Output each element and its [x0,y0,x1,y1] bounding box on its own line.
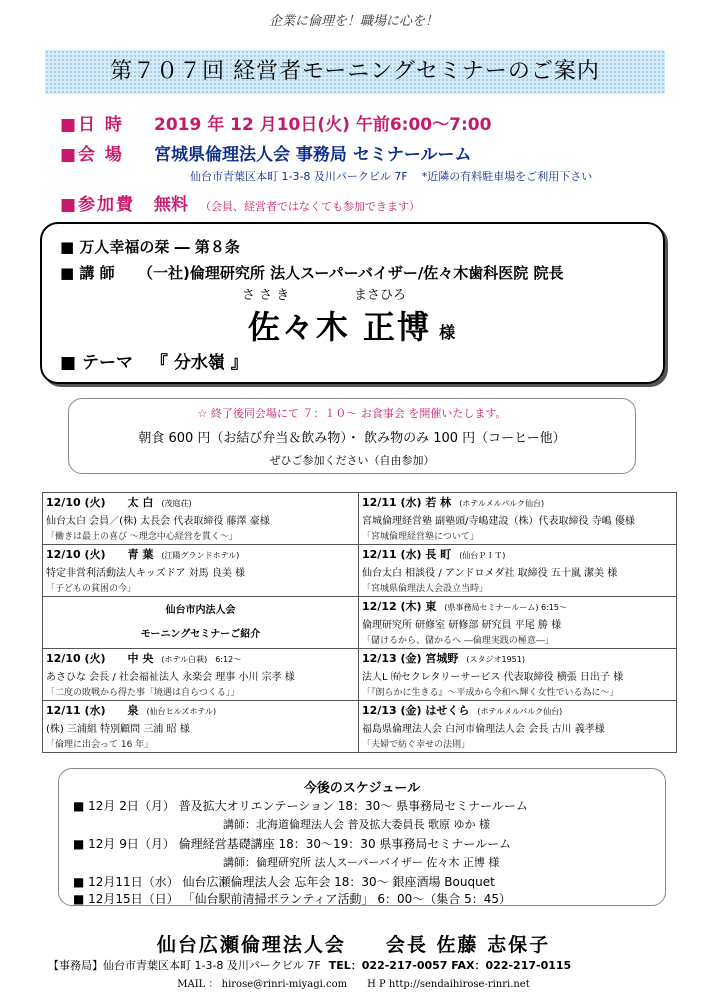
table-row [43,701,677,753]
seminar-theme: 「働きは最上の喜び ～理念中心経営を貫く～」 [46,532,238,542]
schedule-item: ■ 12月 2日（月） 普及拡大オリエンテーション 18：30～ 県事務局セミナールーム [73,799,528,813]
table-row [43,597,677,649]
seminar-speaker: 仙台太白 相談役 / アンドロメダ社 取締役 五十嵐 潔美 様 [362,568,618,579]
venue-value: 宮城県倫理法人会 事務局 セミナールーム [154,145,472,165]
parking-note: *近隣の有料駐車場をご利用下さい [421,170,593,183]
seminar-head: 12/11 (水) 長 町 [362,548,452,561]
speaker-honorific: 様 [439,323,458,342]
intro-cell [43,597,359,649]
seminar-head: 12/10 (火) 青 葉 [46,548,154,561]
seminar-cell [359,649,677,701]
lecturer-line [60,262,564,283]
seminar-cell [359,597,677,649]
schedule-item: ■ 12月15日（日） 「仙台駅前清掃ボランティア活動」 6：00～（集合 5：45） [73,892,511,906]
speaker-name: 佐々木 正博 [247,308,432,346]
seminar-theme: 「子どもの貧困の今」 [46,584,137,594]
seminar-speaker: 法人L ㈲セクレタリーサービス 代表取締役 横張 日出子 様 [362,672,624,683]
table-row [43,493,677,545]
intro-line2: モーニングセミナーご紹介 [140,628,261,640]
seminar-venue: (県事務局セミナールーム) 6:15～ [444,603,567,612]
seminar-theme: 「『朗らかに生きる』～平成から令和へ輝く女性でいる為に～」 [362,688,619,698]
seminar-theme: 「二度の敗戦から得た事「境遇は自らつくる」」 [46,688,240,698]
seminar-head: 12/13 (金) 宮城野 [362,652,459,665]
seminar-cell [43,493,359,545]
lecturer-title: （一社)倫理研究所 法人スーパーバイザー/佐々木歯科医院 院長 [138,264,564,282]
seminar-speaker: あさひな 会長 / 社会福祉法人 永楽会 理事 小川 宗孝 様 [46,672,295,683]
seminar-cell [43,545,359,597]
seminar-title: 第７０７回 経営者モーニングセミナーのご案内 [45,50,665,94]
schedule-subitem: 講師：北海道倫理法人会 普及拡大委員長 歌原 ゆか 様 [223,818,490,831]
seminar-head: 12/11 (水) 若 林 [362,496,452,509]
datetime-value: 2019 年 12 月10日(火) 午前6:00～7:00 [154,115,492,135]
seminar-head: 12/10 (火) 中 央 [46,652,154,665]
seminar-speaker: 福島県倫理法人会 白河市倫理法人会 会長 古川 義孝様 [362,724,605,735]
venue-label: 会 場 [78,145,124,165]
fee-row [60,190,420,215]
article-line: ■ 万人幸福の栞 ― 第８条 [60,238,240,256]
seminar-venue: (スタジオ1951) [466,655,525,664]
future-schedule-box [58,768,666,906]
venue-address: 仙台市青葉区本町 1-3-8 及川パークビル 7F [190,170,408,183]
intro-line1: 仙台市内法人会 [165,604,236,616]
fee-note: （会員、経営者ではなくても参加できます） [200,200,420,213]
seminar-speaker: 宮城倫理経営塾 副塾頭/寺嶋建設（株）代表取締役 寺嶋 優様 [362,516,635,527]
president-name: 会長 佐藤 志保子 [385,934,551,956]
schedule-item: ■ 12月11日（水） 仙台広瀬倫理法人会 忘年会 18：30～ 銀座酒場 Bouquet [73,875,495,889]
future-schedule-title: 今後のスケジュール [303,781,421,796]
seminar-venue: (ホテルメルパルク仙台) [477,707,563,716]
bullet-icon: ■ [60,145,77,165]
seminar-venue: (仙台ヒルズホテル) [146,707,217,716]
datetime-row [60,110,491,135]
seminar-speaker: (株) 三浦組 特別顧問 三浦 昭 様 [46,724,190,735]
seminar-speaker: 特定非営利活動法人キッズドア 対馬 良美 様 [46,568,246,579]
seminar-theme: 「夫婦で紡ぐ幸せの法則」 [362,740,471,750]
meal-announcement: ☆ 終了後同会場にて ７：１０～ お食事会 を開催いたします。 [197,407,507,420]
seminar-schedule-table [42,492,677,753]
seminar-cell [359,493,677,545]
seminar-speaker: 倫理研究所 研修室 研修部 研究員 平尾 勝 様 [362,620,562,631]
bullet-icon: ■ [60,195,77,215]
theme-label: ■ テーマ [60,353,133,373]
meal-invite: ぜひご参加ください（自由参加） [269,454,435,467]
lecturer-label: ■ 講 師 [60,264,115,282]
schedule-item: ■ 12月 9日（月） 倫理経営基礎講座 18：30～19：30 県事務局セミナールーム [73,837,512,851]
tagline: 企業に倫理を！職場に心を！ [268,14,438,29]
contact-line: MAIL ： hirose@rinri-miyagi.com H P http://sendaihirose-rinri.net [177,979,530,990]
speaker-name-line [42,302,663,348]
venue-row [60,140,472,165]
fee-value: 無料 [154,195,188,215]
fee-label: 参加費 [78,195,135,215]
organization-line [0,930,707,957]
seminar-cell [359,545,677,597]
datetime-label: 日 時 [78,115,124,135]
seminar-venue: (ホテルメルパルク仙台) [459,499,545,508]
meal-prices: 朝食 600 円（お結び弁当＆飲み物）・ 飲み物のみ 100 円（コーヒー他） [138,431,566,446]
seminar-venue: (茂庭荘) [161,499,192,508]
seminar-theme: 「倫理に出会って 16 年」 [46,740,154,750]
seminar-head: 12/13 (金) はせくら [362,704,470,717]
seminar-venue: (仙台ＰＩＴ) [459,551,506,560]
seminar-theme: 「宮城倫理経営塾について」 [362,532,479,542]
bullet-icon: ■ [60,115,77,135]
seminar-head: 12/11 (水) 泉 [46,704,139,717]
theme-line [60,348,248,373]
organization-name: 仙台広瀬倫理法人会 [156,934,346,956]
seminar-venue: (江陽グランドホテル) [161,551,240,560]
schedule-subitem: 講師：倫理研究所 法人スーパーバイザー 佐々木 正博 様 [223,856,500,869]
ruby-family: さ さ き [242,288,290,303]
seminar-theme: 「宮城県倫理法人会設立当時」 [362,584,489,594]
table-row [43,545,677,597]
office-line [48,957,571,973]
seminar-head: 12/12 (木) 東 [362,600,437,613]
tel-fax: TEL：022-217-0057 FAX：022-217-0115 [328,959,572,972]
seminar-cell [359,701,677,753]
venue-address-line [190,168,592,184]
seminar-head: 12/10 (火) 太 白 [46,496,154,509]
meal-box [68,398,636,474]
theme-title: 『 分水嶺 』 [150,353,248,373]
table-row [43,649,677,701]
seminar-cell [43,649,359,701]
ruby-given: まさひろ [354,288,407,303]
speaker-box [40,222,665,384]
seminar-speaker: 仙台太白 会員／(株) 太長会 代表取締役 藤澤 豪様 [46,516,270,527]
seminar-theme: 「儲けるから、儲かるへ ―倫理実践の極意―」 [362,636,554,646]
office-address: 【事務局】仙台市青葉区本町 1-3-8 及川パークビル 7F [48,959,321,972]
seminar-cell [43,701,359,753]
seminar-venue: (ホテル白萩) 6:12～ [161,655,242,664]
